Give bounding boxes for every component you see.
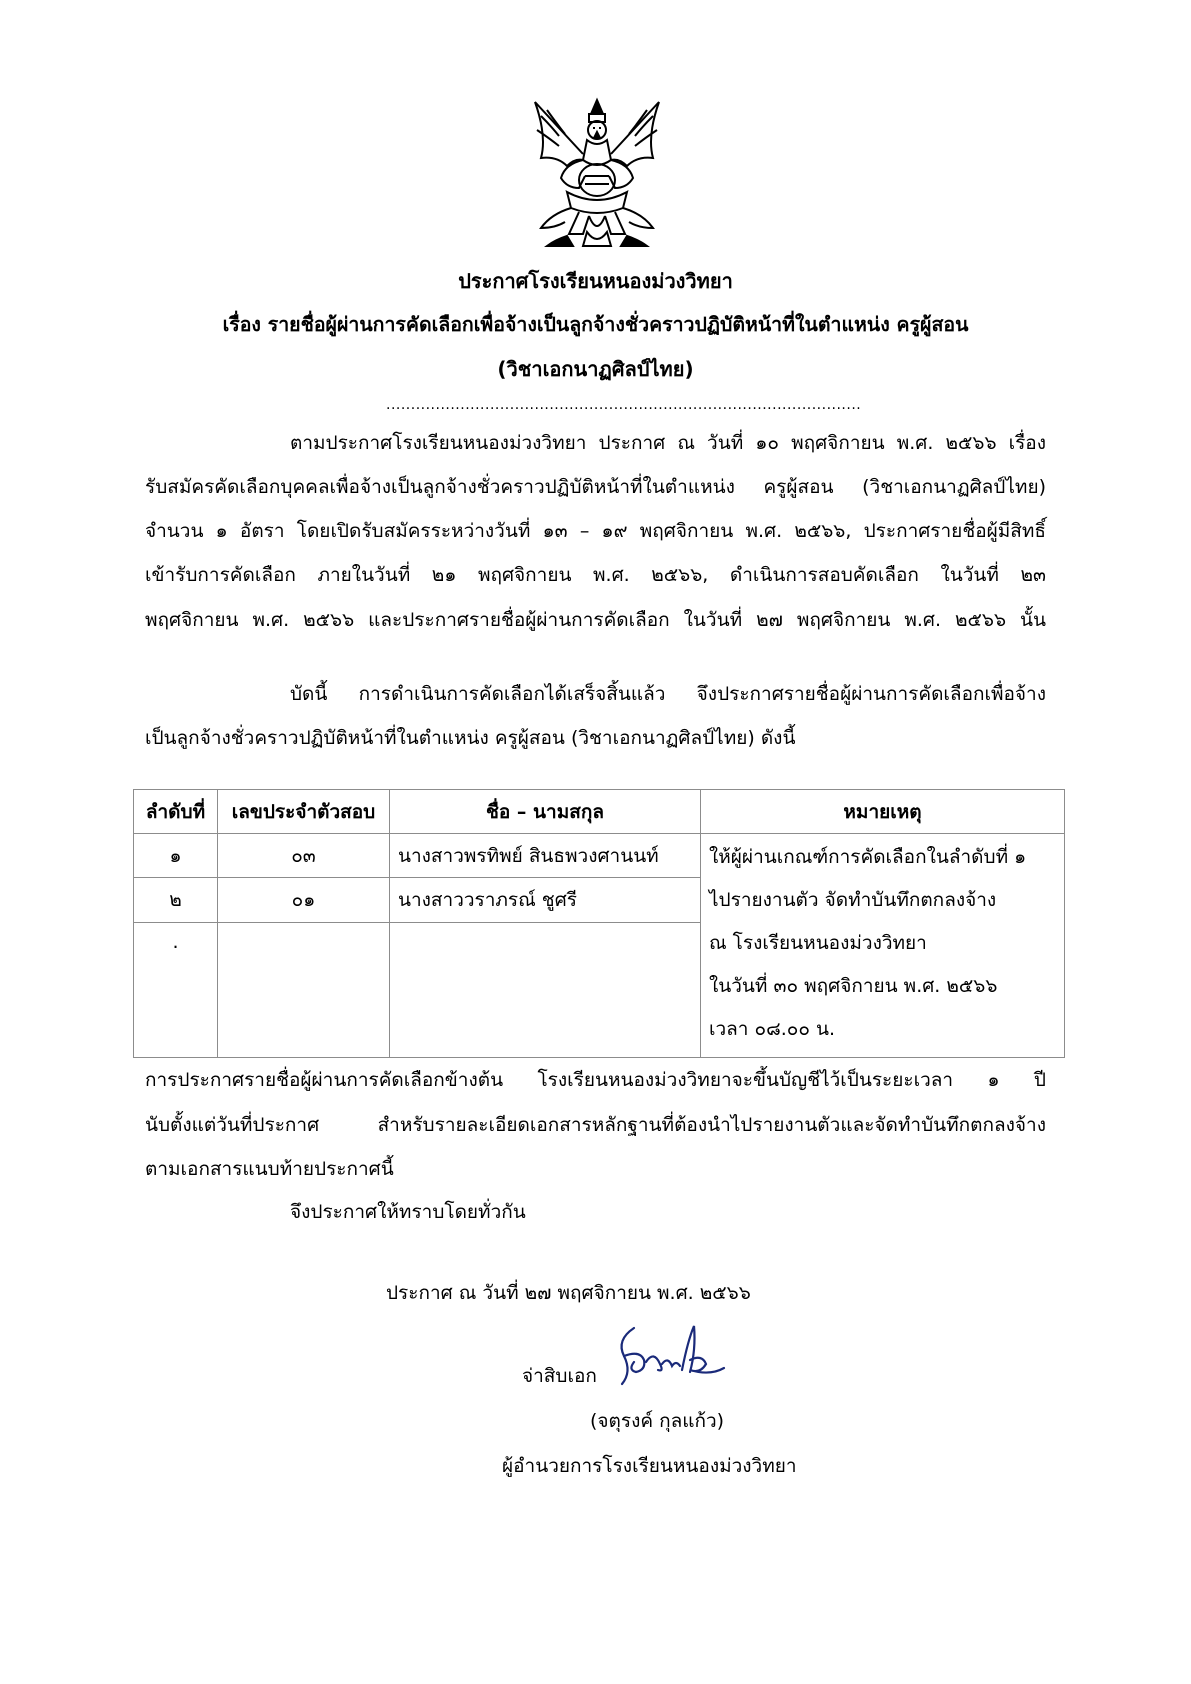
column-header-number: ลำดับที่: [134, 790, 218, 834]
row-number: .: [134, 922, 218, 1057]
row-name: [390, 922, 701, 1057]
row-exam-id: ๐๑: [218, 878, 390, 922]
column-header-remark: หมายเหตุ: [701, 790, 1065, 834]
paragraph-3-line: นับตั้งแต่วันที่ประกาศ สำหรับรายละเอียดเอกสารหลักฐานที่ต้องนำไปรายงานตัวและจัดทำบันทึกตกลงจ้าง: [145, 1114, 1046, 1136]
garuda-emblem-icon: [527, 96, 667, 254]
handwritten-signature-icon: [610, 1320, 728, 1388]
column-header-exam-id: เลขประจำตัวสอบ: [218, 790, 390, 834]
paragraph-3-line: การประกาศรายชื่อผู้ผ่านการคัดเลือกข้างต้น โรงเรียนหนองม่วงวิทยาจะขึ้นบัญชีไว้เป็นระยะเวลา ๑ ปี: [145, 1069, 1046, 1091]
row-number: ๒: [134, 878, 218, 922]
row-name: นางสาวพรทิพย์ สินธพวงศานนท์: [390, 834, 701, 878]
signer-name: (จตุรงค์ กุลแก้ว): [590, 1410, 725, 1432]
closing-line: จึงประกาศให้ทราบโดยทั่วกัน: [290, 1201, 526, 1223]
paragraph-1-line: รับสมัครคัดเลือกบุคคลเพื่อจ้างเป็นลูกจ้างชั่วคราวปฏิบัติหน้าที่ในตำแหน่ง ครูผู้สอน (วิชาเอกนาฏศิลป์ไทย): [145, 476, 1046, 498]
paragraph-1-line: จำนวน ๑ อัตรา โดยเปิดรับสมัครระหว่างวันที่ ๑๓ – ๑๙ พฤศจิกายน พ.ศ. ๒๕๖๖, ประกาศรายชื่อผู้มีสิทธิ์: [145, 520, 1046, 542]
announcement-date: ประกาศ ณ วันที่ ๒๗ พฤศจิกายน พ.ศ. ๒๕๖๖: [386, 1282, 751, 1304]
paragraph-1-line: เข้ารับการคัดเลือก ภายในวันที่ ๒๑ พฤศจิกายน พ.ศ. ๒๕๖๖, ดำเนินการสอบคัดเลือก ในวันที่ ๒๓: [145, 564, 1046, 586]
table-row: [134, 834, 1065, 878]
announcement-subject-sub: (วิชาเอกนาฏศิลป์ไทย): [497, 357, 694, 381]
paragraph-2-line: บัดนี้ การดำเนินการคัดเลือกได้เสร็จสิ้นแล้ว จึงประกาศรายชื่อผู้ผ่านการคัดเลือกเพื่อจ้าง: [290, 683, 1046, 705]
row-number: ๑: [134, 834, 218, 878]
results-table: [133, 789, 1065, 1058]
column-header-name: ชื่อ – นามสกุล: [390, 790, 701, 834]
remark-line: ณ โรงเรียนหนองม่วงวิทยา: [709, 932, 927, 954]
announcement-subject: เรื่อง รายชื่อผู้ผ่านการคัดเลือกเพื่อจ้างเป็นลูกจ้างชั่วคราวปฏิบัติหน้าที่ในตำแหน่ง ครูผู้สอน: [222, 313, 969, 336]
paragraph-1-line: ตามประกาศโรงเรียนหนองม่วงวิทยา ประกาศ ณ วันที่ ๑๐ พฤศจิกายน พ.ศ. ๒๕๖๖ เรื่อง: [290, 432, 1046, 454]
row-exam-id: ๐๓: [218, 834, 390, 878]
remark-line: ไปรายงานตัว จัดทำบันทึกตกลงจ้าง: [709, 889, 997, 911]
separator-line: ................................................................................................: [386, 397, 862, 413]
remark-line: เวลา ๐๘.๐๐ น.: [709, 1018, 836, 1040]
announcement-title: ประกาศโรงเรียนหนองม่วงวิทยา: [458, 269, 733, 293]
signer-position: ผู้อำนวยการโรงเรียนหนองม่วงวิทยา: [502, 1455, 797, 1477]
paragraph-1-line: พฤศจิกายน พ.ศ. ๒๕๖๖ และประกาศรายชื่อผู้ผ่านการคัดเลือก ในวันที่ ๒๗ พฤศจิกายน พ.ศ. ๒๕๖๖ นั้น: [145, 609, 1046, 631]
remark-line: ให้ผู้ผ่านเกณฑ์การคัดเลือกในลำดับที่ ๑: [709, 846, 1027, 868]
paragraph-2-line: เป็นลูกจ้างชั่วคราวปฏิบัติหน้าที่ในตำแหน่ง ครูผู้สอน (วิชาเอกนาฏศิลป์ไทย) ดังนี้: [145, 727, 796, 749]
table-header-row: [134, 790, 1065, 834]
row-exam-id: [218, 922, 390, 1057]
remark-line: ในวันที่ ๓๐ พฤศจิกายน พ.ศ. ๒๕๖๖: [709, 975, 998, 997]
row-name: นางสาววราภรณ์ ชูศรี: [390, 878, 701, 922]
remark-cell: [701, 834, 1065, 1058]
signer-rank: จ่าสิบเอก: [522, 1365, 597, 1387]
paragraph-3-line: ตามเอกสารแนบท้ายประกาศนี้: [145, 1158, 394, 1180]
